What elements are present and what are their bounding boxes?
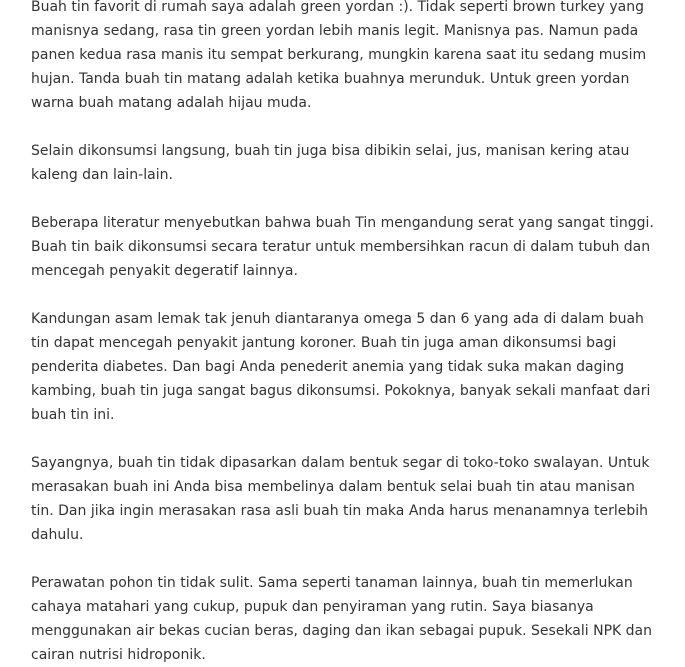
paragraph-perawatan: Perawatan pohon tin tidak sulit. Sama seperti tanaman lainnya, buah tin memerlukan cahaya matahari yang cukup, pupuk dan penyiraman yang rutin. Saya biasanya menggunakan air bekas cucian beras, daging dan ikan sebagai pupuk. Sesekali NPK dan cairan nutrisi hidroponik.: [31, 575, 652, 663]
paragraph-kandungan-serat: Beberapa literatur menyebutkan bahwa buah Tin mengandung serat yang sangat tinggi. Buah tin baik dikonsumsi secara teratur untuk membersihkan racun di dalam tubuh dan mencegah penyakit degeratif lainnya.: [31, 215, 654, 279]
article-body: [31, 0, 661, 667]
paragraph-asam-lemak: Kandungan asam lemak tak jenuh diantaranya omega 5 dan 6 yang ada di dalam buah tin dapat mencegah penyakit jantung koroner. Buah tin juga aman dikonsumsi bagi penderita diabetes. Dan bagi Anda penederit anemia yang tidak suka makan daging kambing, buah tin juga sangat bagus dikonsumsi. Pokoknya, banyak sekali manfaat dari buah tin ini.: [31, 311, 651, 423]
paragraph-pemasaran: Sayangnya, buah tin tidak dipasarkan dalam bentuk segar di toko-toko swalayan. Untuk merasakan buah ini Anda bisa membelinya dalam bentuk selai buah tin atau manisan tin. Dan jika ingin merasakan rasa asli buah tin maka Anda harus menanamnya terlebih dahulu.: [31, 455, 650, 543]
paragraph-olahan-buah-tin: Selain dikonsumsi langsung, buah tin juga bisa dibikin selai, jus, manisan kering atau kaleng dan lain-lain.: [31, 143, 630, 183]
paragraph-green-yordan: Buah tin favorit di rumah saya adalah green yordan :). Tidak seperti brown turkey yang manisnya sedang, rasa tin green yordan lebih manis legit. Manisnya pas. Namun pada panen kedua rasa manis itu sempat berkurang, mungkin karena saat itu sedang musim hujan. Tanda buah tin matang adalah ketika buahnya merunduk. Untuk green yordan warna buah matang adalah hijau muda.: [31, 0, 647, 111]
